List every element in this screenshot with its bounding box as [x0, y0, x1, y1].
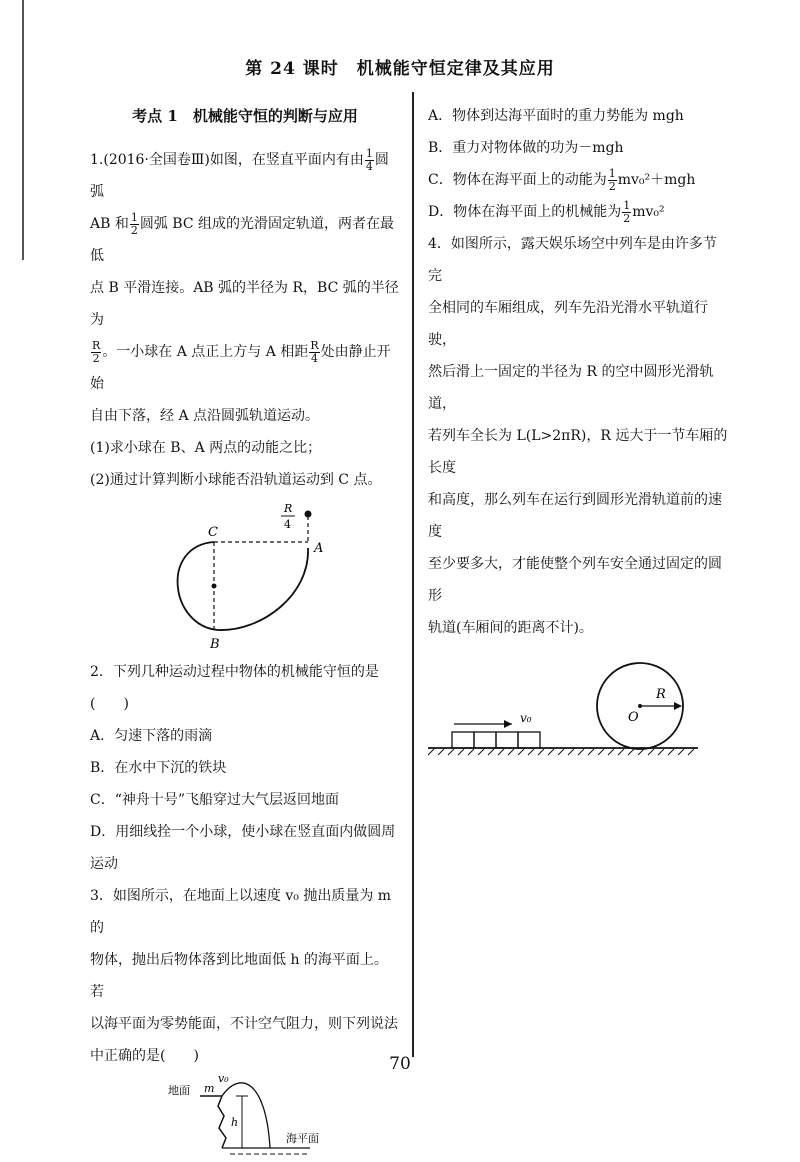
fraction-numerator: R [310, 338, 319, 352]
q3-option-b: B．重力对物体做的功为－mgh [428, 140, 624, 156]
radius-arrowhead [674, 702, 682, 710]
train-car-1 [452, 732, 474, 748]
q1-sub-2: (2)通过计算判断小球能否沿轨道运动到 C 点。 [90, 472, 382, 488]
q3-line-2: 物体，抛出后物体落到比地面低 h 的海平面上。若 [90, 952, 388, 1000]
train-car-4 [518, 732, 540, 748]
train-car-2 [474, 732, 496, 748]
q1-line-2 [90, 208, 400, 272]
label-r-num: R [284, 502, 293, 515]
page-number: 70 [389, 1054, 411, 1074]
question-3-options [428, 100, 728, 228]
q3-cliff-figure [90, 1072, 400, 1162]
question-4 [428, 228, 728, 768]
q1-text: 处由静止开始 [90, 344, 391, 392]
q1-text: 。一小球在 A 点正上方与 A 相距 [102, 344, 309, 360]
q3-option-c [428, 164, 728, 196]
q2-option-c: C．“神舟十号”飞船穿过大气层返回地面 [90, 792, 340, 808]
q1-text: 圆弧 [90, 152, 389, 200]
question-3 [90, 880, 400, 1162]
q2-option-a: A．匀速下落的雨滴 [90, 728, 213, 744]
q4-line-1: 4．如图所示，露天娱乐场空中列车是由许多节完 [428, 236, 717, 284]
q4-loop-figure [428, 658, 728, 768]
q2-option-d-cont: 运动 [90, 856, 118, 872]
fraction-r-half [91, 340, 101, 365]
q2-blank: ( ) [90, 696, 129, 712]
label-v0: v₀ [520, 711, 532, 725]
q3-line-4: 中正确的是( ) [90, 1048, 199, 1064]
train-car-3 [496, 732, 518, 748]
q3-line-1: 3．如图所示，在地面上以速度 v₀ 抛出质量为 m 的 [90, 888, 392, 936]
q4-line-3: 然后滑上一固定的半径为 R 的空中圆形光滑轨道， [428, 364, 714, 412]
scan-edge-line [22, 0, 24, 260]
fraction-denominator: 2 [623, 211, 631, 225]
q2-stem: 2．下列几种运动过程中物体的机械能守恒的是 [90, 664, 379, 680]
trajectory [222, 1083, 270, 1148]
center-dot [212, 584, 217, 589]
page-title: 第 24 课时 机械能守恒定律及其应用 [245, 59, 555, 79]
q2-option-b: B．在水中下沉的铁块 [90, 760, 227, 776]
question-2 [90, 656, 400, 880]
ball [305, 511, 312, 518]
left-column [90, 100, 400, 1162]
option-text: mv₀² [632, 204, 665, 220]
right-column [428, 100, 728, 768]
fraction-half [608, 168, 617, 193]
fraction-numerator: 1 [130, 210, 138, 224]
q4-line-2: 全相同的车厢组成，列车先沿光滑水平轨道行驶， [428, 300, 708, 348]
velocity-arrowhead [504, 720, 512, 728]
fraction-denominator: 2 [92, 351, 100, 365]
q3-option-d [428, 196, 728, 228]
label-r: R [656, 687, 666, 702]
label-v0: v₀ [218, 1072, 229, 1085]
option-text: C．物体在海平面上的动能为 [428, 172, 607, 188]
q2-option-d: D．用细线拴一个小球，使小球在竖直面内做圆周 [90, 824, 396, 840]
q1-line-1 [90, 144, 400, 208]
label-ground: 地面 [168, 1084, 190, 1097]
q1-track-figure [90, 496, 400, 656]
label-b: B [210, 637, 220, 652]
q1-text: 1.(2016·全国卷Ⅲ)如图，在竖直平面内有由 [90, 152, 364, 168]
label-sea: 海平面 [286, 1132, 319, 1145]
section-title: 考点 1 机械能守恒的判断与应用 [132, 107, 358, 125]
q4-line-7: 轨道(车厢间的距离不计)。 [428, 620, 593, 636]
fraction-denominator: 4 [310, 351, 318, 365]
cliff-face [218, 1096, 226, 1148]
q1-text: 圆弧 BC 组成的光滑固定轨道，两者在最低 [90, 216, 395, 264]
fraction-quarter [365, 148, 374, 173]
track-arc [178, 542, 308, 630]
label-r-den: 4 [284, 518, 291, 531]
label-m: m [204, 1082, 215, 1095]
label-a: A [314, 541, 324, 556]
fraction-half [130, 212, 139, 237]
fraction-r-quarter [309, 340, 319, 365]
fraction-numerator: 1 [608, 166, 616, 180]
fraction-numerator: 1 [623, 198, 631, 212]
q1-line-4 [90, 336, 400, 400]
column-divider [412, 92, 414, 1057]
question-1 [90, 144, 400, 656]
option-text: D．物体在海平面上的机械能为 [428, 204, 622, 220]
fraction-numerator: R [92, 338, 101, 352]
q3-line-3: 以海平面为零势能面，不计空气阻力，则下列说法 [90, 1016, 398, 1032]
fraction-half [622, 200, 631, 225]
option-text: mv₀²＋mgh [617, 172, 696, 188]
q4-line-6: 至少要多大，才能使整个列车安全通过固定的圆形 [428, 556, 722, 604]
label-h: h [231, 1116, 239, 1129]
q4-line-4: 若列车全长为 L(L>2πR)，R 远大于一节车厢的长度 [428, 428, 728, 476]
q1-text: AB 和 [90, 216, 129, 232]
q1-line-5: 自由下落，经 A 点沿圆弧轨道运动。 [90, 408, 320, 424]
fraction-numerator: 1 [365, 146, 373, 160]
fraction-denominator: 2 [608, 179, 616, 193]
fraction-denominator: 2 [130, 223, 138, 237]
q4-line-5: 和高度，那么列车在运行到圆形光滑轨道前的速度 [428, 492, 722, 540]
label-c: C [208, 525, 218, 540]
label-o: O [628, 710, 639, 725]
track-hatching [428, 749, 694, 755]
q1-line-3: 点 B 平滑连接。AB 弧的半径为 R，BC 弧的半径为 [90, 280, 399, 328]
fraction-denominator: 4 [365, 159, 373, 173]
q1-sub-1: (1)求小球在 B、A 两点的动能之比； [90, 440, 322, 456]
q3-option-a: A．物体到达海平面时的重力势能为 mgh [428, 108, 684, 124]
